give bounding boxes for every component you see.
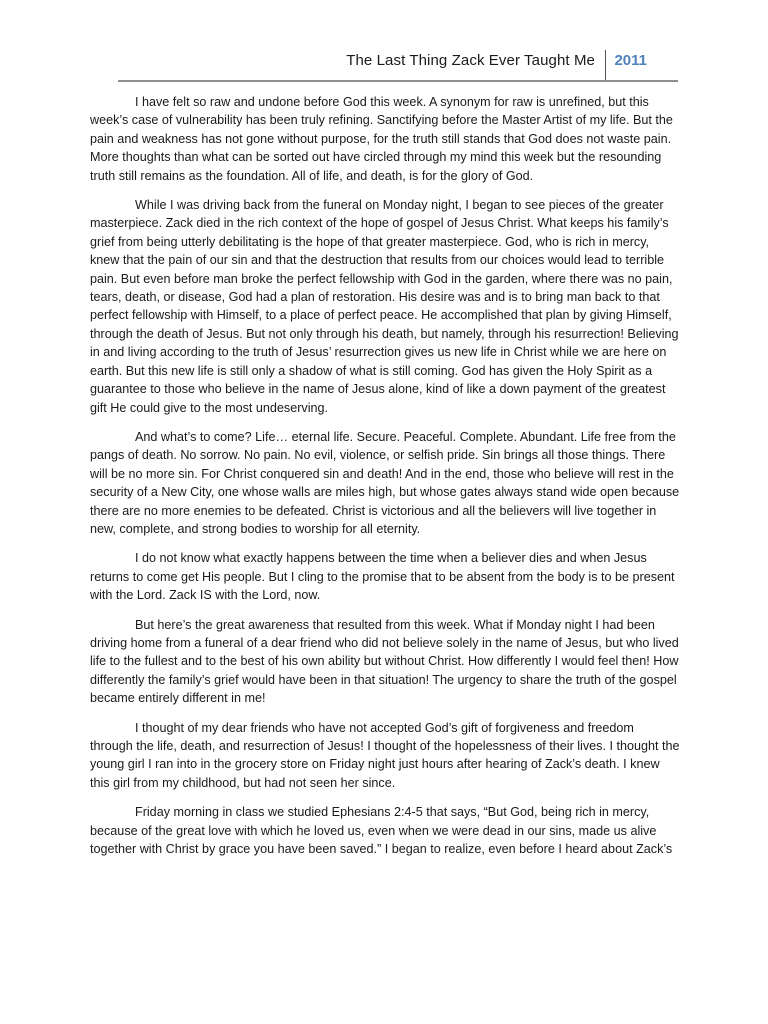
paragraph-2: While I was driving back from the funeral on Monday night, I began to see pieces of the greater masterpiece. Zack died in the rich context of the hope of gospel of Jesus Christ. What keeps his family’s grief from being utterly debilitating is the hope of that greater masterpiece. God, who is rich in mercy, knew that the pain of our sin and that the destruction that results from our choices would lead to terrible pain. But even before man broke the perfect fellowship with God in the garden, where there was no pain, tears, death, or disease, God had a plan of restoration. His desire was and is to bring man back to that perfect fellowship with Himself, to a place of perfect peace. He accomplished that plan by giving Himself, through the death of Jesus. But not only through his death, but namely, through his resurrection! Believing in and living according to the truth of Jesus’ resurrection gives us new life in Christ while we are here on earth. But this new life is still only a shadow of what is still coming. God has given the Holy Spirit as a guarantee to those who believe in the name of Jesus alone, kind of like a down payment of the greatest gift He could give to the most undeserving.	[90, 198, 679, 415]
paragraph-5: But here’s the great awareness that resulted from this week. What if Monday night I had been driving home from a funeral of a dear friend who did not believe solely in the name of Jesus, but who lived life to the fullest and to the best of his own ability but without Christ. How differently I would feel then! How differently the family’s grief would have been in that situation! The urgency to share the truth of the gospel became entirely different in me!	[90, 617, 679, 706]
document-year: 2011	[614, 52, 647, 69]
document-body	[90, 93, 680, 869]
paragraph-3: And what’s to come? Life… eternal life. Secure. Peaceful. Complete. Abundant. Life free from the pangs of death. No sorrow. No pain. No evil, violence, or selfish pride. Sin brings all those things. There will be no more sin. For Christ conquered sin and death! And in the end, those who believe will rest in the security of a New City, one whose walls are miles high, but whose gates always stand wide open because there are no more enemies to be defeated. Christ is victorious and all the believers will live together in new, complete, and strong bodies to worship for all eternity.	[90, 429, 680, 536]
paragraph-1: I have felt so raw and undone before God this week. A synonym for raw is unrefined, but this week’s case of vulnerability has been truly refining. Sanctifying before the Master Artist of my life. But the pain and weakness has not gone without purpose, for the truth still stands that God does not waste pain. More thoughts than what can be sorted out have circled through my mind this week but the resounding truth still remains as the foundation. All of life, and death, is for the glory of God.	[90, 95, 673, 183]
document-title: The Last Thing Zack Ever Taught Me	[346, 52, 595, 69]
page-header	[118, 44, 678, 82]
paragraph-6: I thought of my dear friends who have not accepted God’s gift of forgiveness and freedom through the life, death, and resurrection of Jesus! I thought of the hopelessness of their lives. I thought the young girl I ran into in the grocery store on Friday night just hours after hearing of Zack’s death. I knew this girl from my childhood, but had not seen her since.	[90, 720, 680, 790]
header-separator	[605, 50, 606, 80]
paragraph-4: I do not know what exactly happens between the time when a believer dies and when Jesus returns to come get His people. But I cling to the promise that to be absent from the body is to be present with the Lord. Zack IS with the Lord, now.	[90, 551, 675, 603]
paragraph-7: Friday morning in class we studied Ephesians 2:4-5 that says, “But God, being rich in mercy, because of the great love with which he loved us, even when we were dead in our sins, made us alive together with Christ by grace you have been saved.” I began to realize, even before I heard about Zack’s	[90, 805, 673, 857]
